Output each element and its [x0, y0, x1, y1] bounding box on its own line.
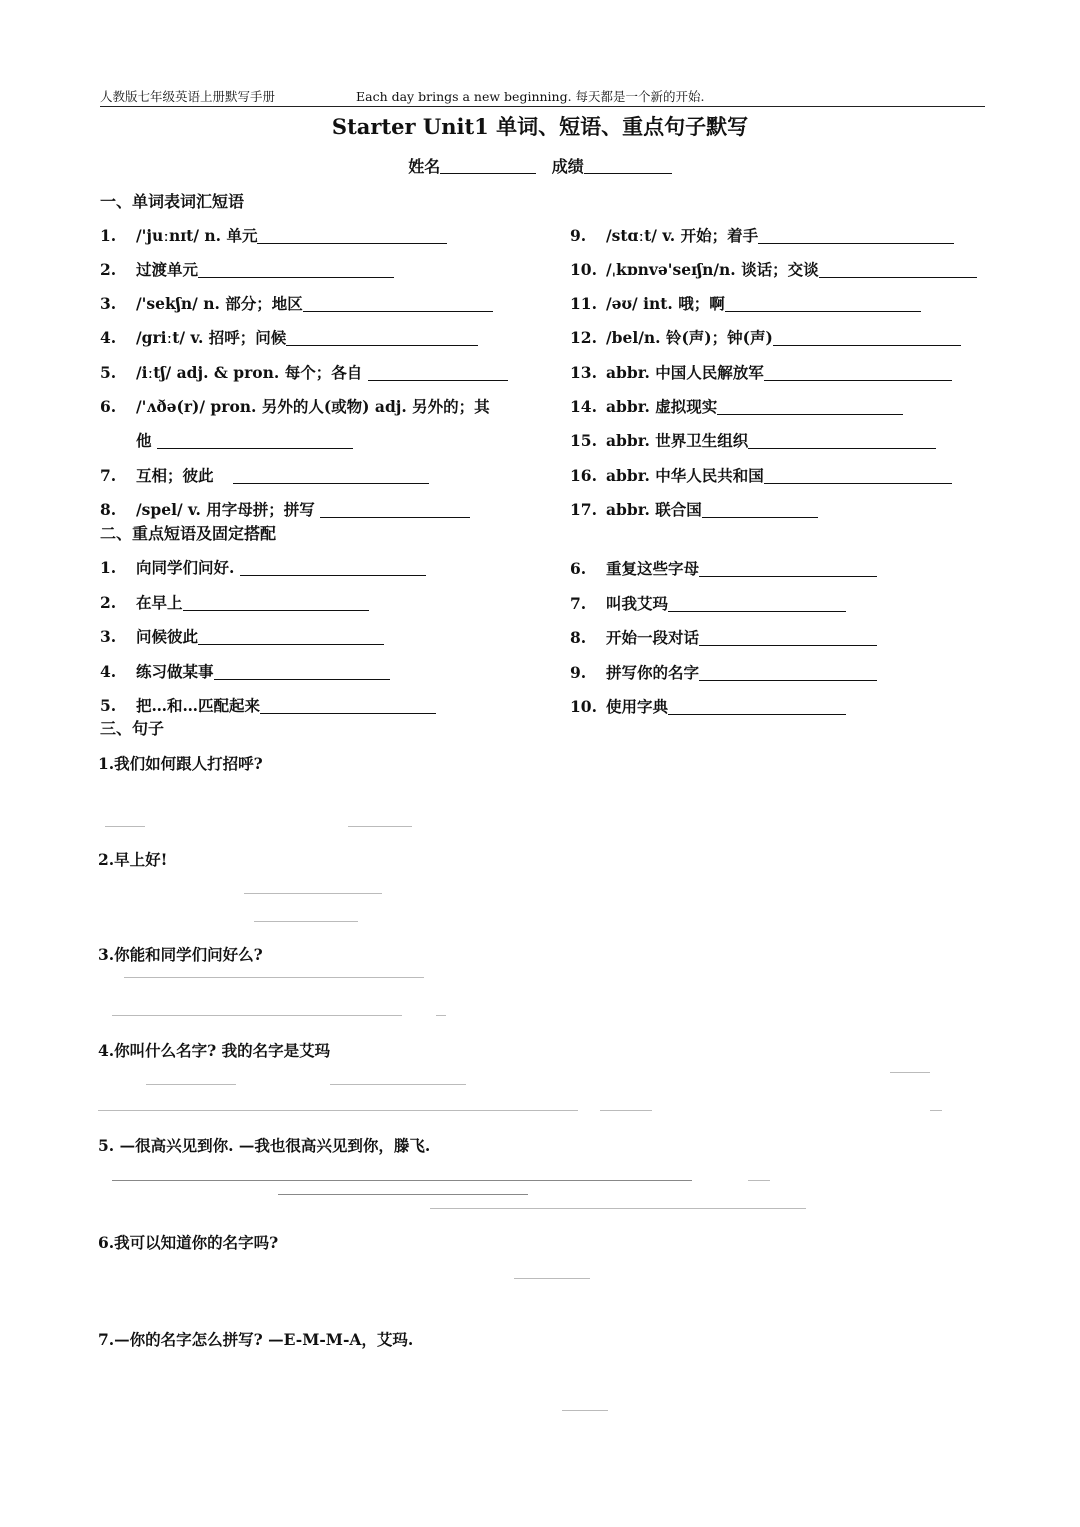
answer-blank[interactable]	[257, 227, 447, 244]
faint-answer-line	[514, 1278, 590, 1279]
faint-answer-line	[600, 1110, 652, 1111]
answer-blank[interactable]	[819, 261, 977, 278]
faint-answer-line	[348, 826, 412, 827]
answer-blank[interactable]	[758, 227, 954, 244]
sentence-prompt: 3.你能和同学们问好么?	[98, 945, 263, 964]
answer-blank[interactable]	[764, 364, 952, 381]
answer-blank[interactable]	[668, 595, 846, 612]
answer-blank[interactable]	[725, 295, 921, 312]
faint-answer-line	[436, 1015, 446, 1016]
faint-answer-line	[112, 1180, 692, 1181]
faint-answer-line	[124, 977, 424, 978]
running-header	[100, 88, 985, 107]
vocab-item-continued: 他	[136, 429, 353, 453]
answer-blank[interactable]	[240, 559, 426, 576]
sentence-prompt: 1.我们如何跟人打招呼?	[98, 754, 263, 773]
answer-blank[interactable]	[699, 664, 877, 681]
answer-blank[interactable]	[668, 698, 846, 715]
answer-blank[interactable]	[773, 329, 961, 346]
section-heading-phrases: 二、重点短语及固定搭配	[100, 524, 277, 543]
faint-answer-line	[146, 1084, 236, 1085]
answer-blank[interactable]	[699, 560, 877, 577]
header-motto: Each day brings a new beginning. 每天都是一个新的开始.	[356, 89, 705, 104]
answer-blank[interactable]	[157, 432, 353, 449]
name-score-row	[0, 154, 1080, 180]
answer-blank[interactable]	[368, 364, 508, 381]
answer-blank[interactable]	[717, 398, 903, 415]
sentence-prompt: 2.早上好!	[98, 850, 168, 869]
faint-answer-line	[98, 1110, 578, 1111]
worksheet-page: 人教版七年级英语上册默写手册 Each day brings a new beginning. 每天都是一个新的开始. Starter Unit1 单词、短语、重点句子默写 姓名 成绩 一、单词表词汇短语 1. /'juːnɪt/ n. 单元 2. 过渡单元 3. /'sekʃn/ n. 部分；地区 4. /griːt/ v. 招呼；问候 5. /iːtʃ/ adj. & pron. 每个；各自 6. /'ʌðə(r)/ pron. 另外的人(或物) adj. 另外的；其 他 7. 互相；彼此 8. /spel/ v. 用字母拼；拼写 9. /stɑːt/ v. 开始；着手 10. /ˌkɒnvə'seɪʃn/n. 谈话；交谈 11. /əʊ/ int. 哦；啊 12. /bel/n. 铃(声)；钟(声) 13. abbr. 中国人民解放军 14. abbr. 虚拟现实 15. abbr. 世界卫生组织 16. abbr. 中华人民共和国 17. abbr. 联合国 二、重点短语及固定搭配 1. 向同学们问好. 2. 在早上 3. 问候彼此 4. 练习做某事 5. 把…和…匹配起来 6. 重复这些字母 7. 叫我艾玛 8. 开始一段对话 9. 拼写你的名字 10. 使用字典 三、句子 1.我们如何跟人打招呼? 2.早上好! 3.你能和同学们问好么? 4.你叫什么名字? 我的名字是艾玛 5. —很高兴见到你. —我也很高兴见到你，滕飞. 6.我可以知道你的名字吗? 7.—你的名字怎么拼写? —E-M-M-A，艾玛.	[0, 0, 1080, 1527]
faint-answer-line	[278, 1194, 528, 1195]
answer-blank[interactable]	[198, 261, 394, 278]
faint-answer-line	[430, 1208, 806, 1209]
answer-blank[interactable]	[320, 501, 470, 518]
sentence-prompt: 6.我可以知道你的名字吗?	[98, 1233, 279, 1252]
faint-answer-line	[930, 1110, 942, 1111]
score-blank[interactable]	[584, 159, 672, 174]
header-book-title: 人教版七年级英语上册默写手册	[100, 89, 276, 104]
answer-blank[interactable]	[702, 501, 818, 518]
faint-answer-line	[890, 1072, 930, 1073]
answer-blank[interactable]	[303, 295, 493, 312]
answer-blank[interactable]	[699, 629, 877, 646]
name-blank[interactable]	[440, 159, 536, 174]
section-heading-vocabulary: 一、单词表词汇短语	[100, 192, 245, 211]
answer-blank[interactable]	[748, 432, 936, 449]
answer-blank[interactable]	[198, 628, 384, 645]
faint-answer-line	[244, 893, 382, 894]
faint-answer-line	[748, 1180, 770, 1181]
page-title: Starter Unit1 单词、短语、重点句子默写	[331, 114, 749, 139]
score-label: 成绩	[551, 157, 584, 176]
section-heading-sentences: 三、句子	[100, 719, 165, 738]
answer-blank[interactable]	[183, 594, 369, 611]
sentence-prompt: 4.你叫什么名字? 我的名字是艾玛	[98, 1041, 331, 1060]
faint-answer-line	[112, 1015, 402, 1016]
answer-blank[interactable]	[233, 467, 429, 484]
faint-answer-line	[330, 1084, 466, 1085]
faint-answer-line	[254, 921, 358, 922]
sentence-prompt: 5. —很高兴见到你. —我也很高兴见到你，滕飞.	[98, 1136, 431, 1155]
answer-blank[interactable]	[286, 329, 478, 346]
faint-answer-line	[562, 1410, 608, 1411]
sentence-prompt: 7.—你的名字怎么拼写? —E-M-M-A，艾玛.	[98, 1330, 414, 1349]
answer-blank[interactable]	[764, 467, 952, 484]
answer-blank[interactable]	[260, 697, 436, 714]
faint-answer-line	[105, 826, 145, 827]
name-label: 姓名	[408, 157, 441, 176]
answer-blank[interactable]	[214, 663, 390, 680]
